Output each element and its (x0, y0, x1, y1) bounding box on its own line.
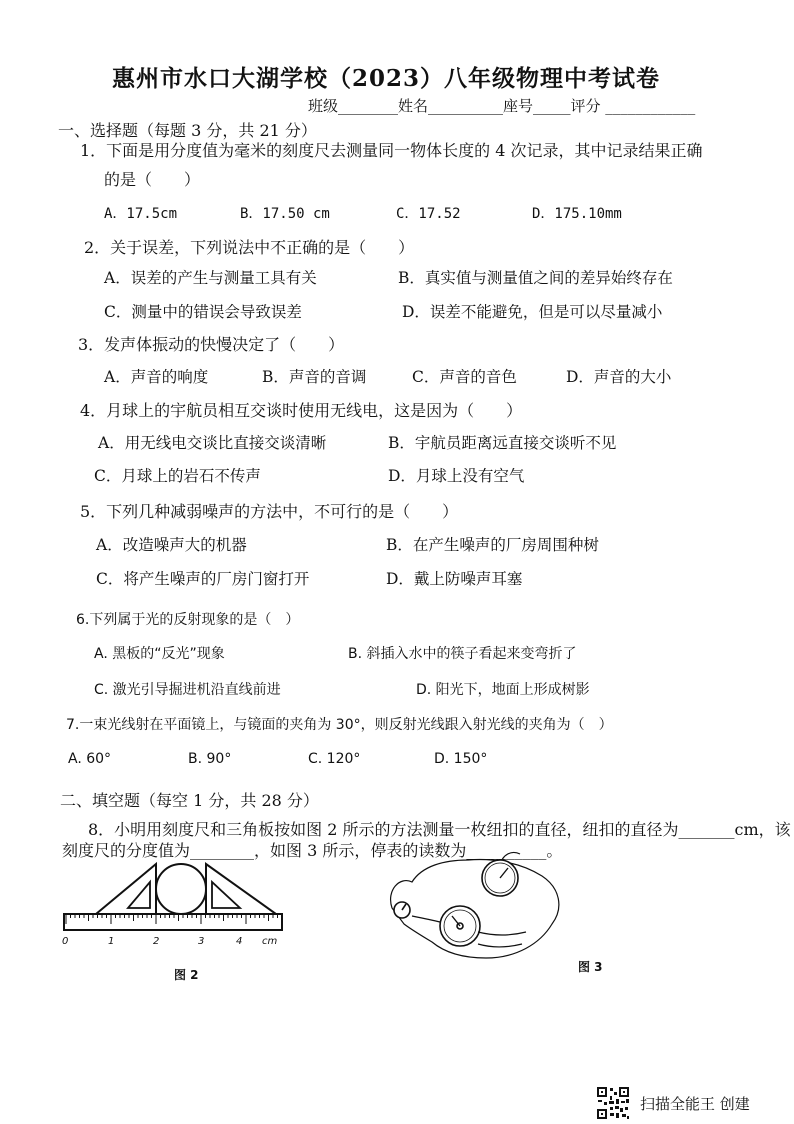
ruler-label-0: 0 (62, 936, 69, 947)
section2-heading: 二、填空题（每空 1 分，共 28 分） (60, 791, 319, 810)
figure-3-stopwatch-diagram (382, 846, 572, 966)
ruler-labels (62, 936, 277, 947)
question-3-stem: 3．发声体振动的快慢决定了（ ） (78, 335, 345, 354)
question-5-option-c: C．将产生噪声的厂房门窗打开 (96, 570, 310, 588)
question-4-option-b: B．宇航员距离远直接交谈听不见 (388, 434, 617, 452)
ruler-label-3: 3 (198, 936, 205, 947)
question-8-line1: 8．小明用刻度尺和三角板按如图 2 所示的方法测量一枚纽扣的直径，纽扣的直径为_______cm，该 (88, 820, 791, 839)
question-2-stem: 2．关于误差，下列说法中不正确的是（ ） (84, 238, 415, 257)
question-6-option-d: D. 阳光下，地面上形成树影 (416, 682, 590, 698)
figure-2-ruler-diagram (58, 858, 288, 950)
question-4-option-d: D．月球上没有空气 (388, 467, 525, 485)
question-2-option-d: D．误差不能避免，但是可以尽量减小 (402, 303, 663, 321)
ruler-label-1: 1 (108, 936, 115, 947)
question-7-stem: 7.一束光线射在平面镜上，与镜面的夹角为 30°，则反射光线跟入射光线的夹角为（ ） (66, 717, 613, 733)
question-3-option-d: D．声音的大小 (566, 368, 672, 386)
button-circle (156, 864, 206, 914)
question-4-stem: 4．月球上的宇航员相互交谈时使用无线电，这是因为（ ） (80, 401, 523, 420)
question-1-stem-cont: 的是（ ） (104, 170, 201, 189)
question-8-line2: 刻度尺的分度值为________，如图 3 所示，停表的读数为__________。 (62, 841, 563, 860)
question-1-option-c: C．17.52 (396, 206, 461, 222)
question-5-option-d: D．戴上防噪声耳塞 (386, 570, 523, 588)
qr-code-icon (596, 1086, 630, 1120)
figure-2-caption: 图 2 (174, 968, 199, 982)
question-1-option-b: B．17.50 cm (240, 206, 330, 222)
watermark-text: 扫描全能王 创建 (640, 1095, 750, 1113)
question-2-option-a: A．误差的产生与测量工具有关 (104, 269, 317, 287)
ruler-label-2: 2 (153, 936, 160, 947)
question-7-option-a: A. 60° (68, 751, 112, 767)
question-4-option-c: C．月球上的岩石不传声 (94, 467, 261, 485)
question-6-stem: 6.下列属于光的反射现象的是（ ） (76, 612, 300, 628)
question-5-option-b: B．在产生噪声的厂房周围种树 (386, 536, 599, 554)
right-set-square (206, 864, 276, 914)
question-7-option-c: C. 120° (308, 751, 361, 767)
question-4-option-a: A．用无线电交谈比直接交谈清晰 (98, 434, 327, 452)
question-5-stem: 5．下列几种减弱噪声的方法中，不可行的是（ ） (80, 502, 459, 521)
ruler-label-4: 4 (236, 936, 243, 947)
question-6-option-c: C. 激光引导掘进机沿直线前进 (94, 682, 281, 698)
question-3-option-c: C．声音的音色 (412, 368, 517, 386)
question-1-option-a: A．17.5cm (104, 206, 178, 222)
ruler-label-unit: cm (262, 936, 278, 947)
question-6-option-b: B. 斜插入水中的筷子看起来变弯折了 (348, 646, 577, 662)
question-1-option-d: D．175.10mm (532, 206, 622, 222)
figure-3-caption: 图 3 (578, 960, 603, 974)
section1-heading: 一、选择题（每题 3 分，共 21 分） (58, 121, 317, 140)
question-7-option-d: D. 150° (434, 751, 488, 767)
question-3-option-b: B．声音的音调 (262, 368, 367, 386)
hand-outline (391, 860, 559, 958)
question-2-option-c: C．测量中的错误会导致误差 (104, 303, 302, 321)
page-title: 惠州市水口大湖学校（2023）八年级物理中考试卷 (112, 65, 661, 92)
question-5-option-a: A．改造噪声大的机器 (96, 536, 247, 554)
question-1-stem: 1．下面是用分度值为毫米的刻度尺去测量同一物体长度的 4 次记录，其中记录结果正确 (80, 141, 703, 160)
student-info-line: 班级________姓名__________座号_____评分 ____________ (308, 97, 696, 115)
ruler (64, 914, 282, 930)
left-set-square (96, 864, 156, 914)
question-6-option-a: A. 黑板的“反光”现象 (94, 646, 225, 662)
question-2-option-b: B．真实值与测量值之间的差异始终存在 (398, 269, 673, 287)
question-3-option-a: A．声音的响度 (104, 368, 209, 386)
question-7-option-b: B. 90° (188, 751, 232, 767)
